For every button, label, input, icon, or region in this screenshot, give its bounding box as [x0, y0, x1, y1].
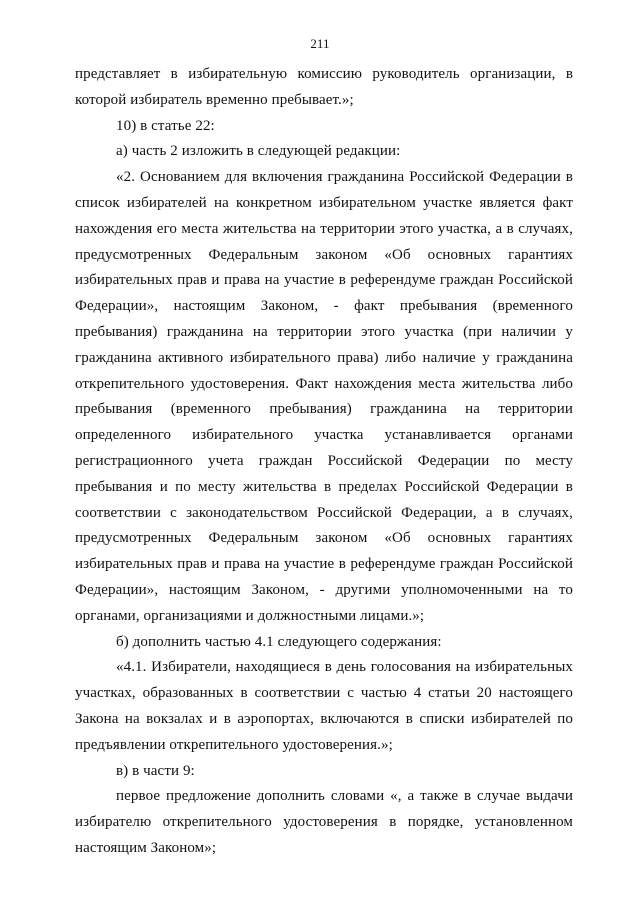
- paragraph: представляет в избирательную комиссию руководитель организации, в которой избиратель временно пребывает.»;: [75, 66, 573, 108]
- paragraph: 10) в статье 22:: [116, 117, 215, 134]
- paragraph: «2. Основанием для включения гражданина Российской Федерации в список избирателей на конкретном избирательном участке является факт нахождения его места жительства на территории этого участка, а в случаях, предусмотренных Федеральным законом «Об основных гарантиях избирательных прав и права на участие в референдуме граждан Российской Федерации», настоящим Законом, - факт пребывания (временного пребывания) гражданина на территории этого участка (при наличии у гражданина активного избирательного права) либо наличие у гражданина открепительного удостоверения. Факт нахождения места жительства либо пребывания (временного пребывания) гражданина на территории определенного избирательного участка устанавливается органами регистрационного учета граждан Российской Федерации по месту пребывания и по месту жительства в пределах Российской Федерации в соответствии с законодательством Российской Федерации, а в случаях, предусмотренных Федеральным законом «Об основных гарантиях избирательных прав и права на участие в референдуме граждан Российской Федерации», настоящим Законом, - другими уполномоченными на то органами, организациями и должностными лицами.»;: [75, 169, 573, 624]
- paragraph: в) в части 9:: [116, 762, 195, 779]
- paragraph: б) дополнить частью 4.1 следующего содержания:: [116, 633, 442, 650]
- page-number: 211: [310, 36, 330, 51]
- paragraph: «4.1. Избиратели, находящиеся в день голосования на избирательных участках, образованных в соответствии с частью 4 статьи 20 настоящего Закона на вокзалах и в аэропортах, включаются в списки избирателей по предъявлении открепительного удостоверения.»;: [75, 659, 573, 753]
- paragraph: а) часть 2 изложить в следующей редакции:: [116, 143, 401, 160]
- document-body: [75, 62, 573, 862]
- paragraph: первое предложение дополнить словами «, а также в случае выдачи избирателю открепительного удостоверения в порядке, установленном настоящим Законом»;: [75, 788, 573, 856]
